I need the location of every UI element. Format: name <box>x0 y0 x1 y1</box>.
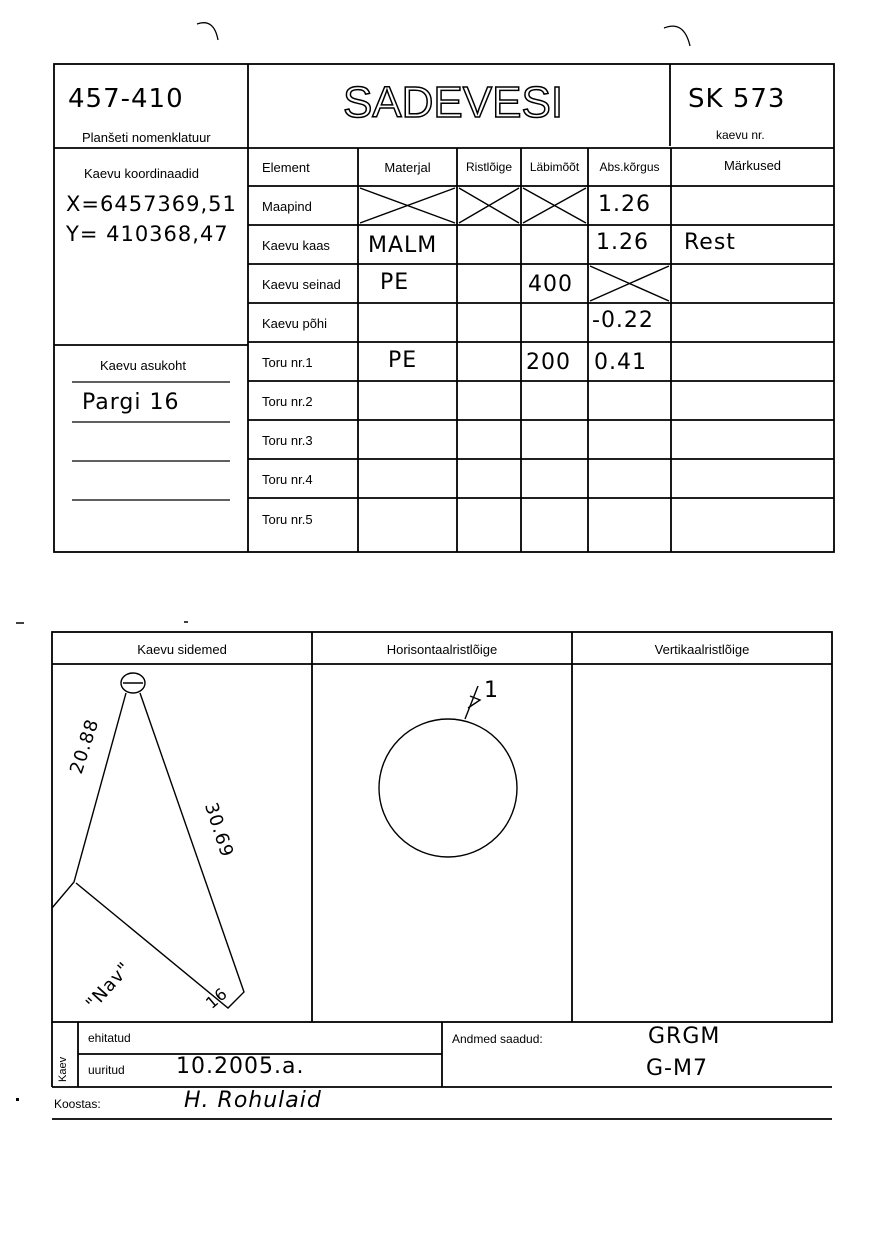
compiled-by: H. Rohulaid <box>184 1088 322 1113</box>
row-notes: Rest <box>684 230 736 255</box>
coords-label: Kaevu koordinaadid <box>84 166 199 181</box>
sketch-label-16: 16 <box>202 983 232 1013</box>
row-element: Toru nr.1 <box>262 355 313 370</box>
side-label: Kaev <box>57 1056 69 1082</box>
col-notes: Märkused <box>723 158 782 173</box>
location-value: Pargi 16 <box>82 390 180 415</box>
pipe-number-label: 1 <box>484 678 499 703</box>
row-material: PE <box>380 270 410 295</box>
row-element: Toru nr.3 <box>262 433 313 448</box>
row-diameter: 200 <box>526 350 571 375</box>
sheet-label: Planšeti nomenklatuur <box>82 130 211 145</box>
built-label: ehitatud <box>88 1031 131 1045</box>
row-abs: 1.26 <box>598 192 651 217</box>
col-cross-section: Ristlõige <box>465 160 513 174</box>
row-element: Toru nr.5 <box>262 512 313 527</box>
well-id: SK 573 <box>688 84 786 114</box>
row-diameter: 400 <box>528 272 573 297</box>
y-coordinate: Y= 410368,47 <box>66 222 229 246</box>
row-material: MALM <box>368 233 438 258</box>
row-element: Kaevu kaas <box>262 238 330 253</box>
col-abs-height: Abs.kõrgus <box>599 160 660 174</box>
col-vertical-section: Vertikaalristlõige <box>654 642 750 657</box>
row-abs: -0.22 <box>592 308 654 333</box>
surveyed-label: uuritud <box>88 1063 125 1077</box>
well-no-label: kaevu nr. <box>716 128 765 142</box>
data-from-1: GRGM <box>648 1024 721 1049</box>
compiled-label: Koostas: <box>54 1097 101 1111</box>
row-abs: 0.41 <box>594 350 647 375</box>
col-well-links: Kaevu sidemed <box>137 642 227 657</box>
row-element: Toru nr.4 <box>262 472 313 487</box>
row-element: Kaevu põhi <box>262 316 328 331</box>
col-diameter: Läbimõõt <box>529 160 580 174</box>
scan-dot <box>16 1098 19 1101</box>
sheet-number: 457-410 <box>68 84 184 114</box>
title: SADEVESI <box>342 78 564 127</box>
sketch-label-nav: "Nav" <box>82 957 136 1015</box>
horizontal-section-drawing <box>379 686 517 857</box>
x-coordinate: X=6457369,51 <box>66 192 237 216</box>
sketch-distance-1: 20.88 <box>66 716 104 777</box>
row-element: Kaevu seinad <box>262 277 341 292</box>
bottom-card-grid <box>0 600 874 1140</box>
data-from-label: Andmed saadud: <box>452 1032 543 1046</box>
col-element: Element <box>262 160 310 175</box>
col-horizontal-section: Horisontaalristlõige <box>386 642 498 657</box>
data-from-2: G-M7 <box>646 1056 708 1081</box>
row-abs: 1.26 <box>596 230 649 255</box>
col-material: Materjal <box>384 160 431 175</box>
row-element: Maapind <box>262 199 312 214</box>
row-element: Toru nr.2 <box>262 394 313 409</box>
location-label: Kaevu asukoht <box>100 358 187 373</box>
surveyed-date: 10.2005.a. <box>176 1054 305 1079</box>
row-material: PE <box>388 348 418 373</box>
sketch-distance-2: 30.69 <box>200 800 238 861</box>
